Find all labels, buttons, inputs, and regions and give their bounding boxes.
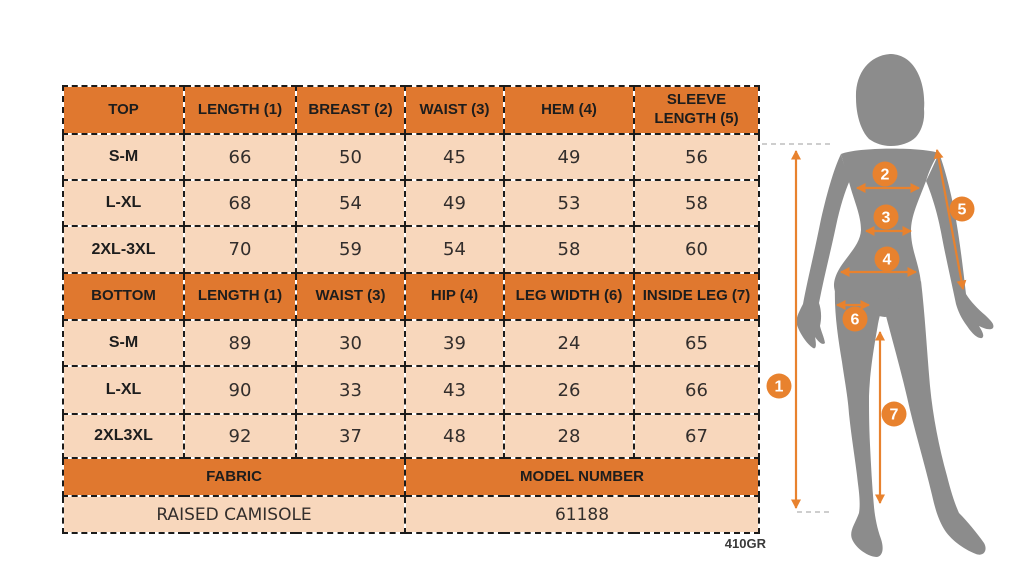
column-header-length: LENGTH (1) (184, 273, 296, 320)
measurement-cell: 28 (504, 414, 634, 458)
measurement-cell: 89 (184, 320, 296, 366)
measurement-cell: 59 (296, 226, 405, 273)
measurement-cell: 33 (296, 366, 405, 414)
measurement-cell: 60 (634, 226, 759, 273)
silhouette-head (856, 54, 924, 146)
badge-5-number: 5 (957, 201, 967, 219)
measurement-cell: 24 (504, 320, 634, 366)
measurement-cell: 39 (405, 320, 504, 366)
measurement-cell: 26 (504, 366, 634, 414)
style-code-label: 410GR (724, 536, 766, 551)
measurement-cell: 50 (296, 134, 405, 180)
measurement-cell: 45 (405, 134, 504, 180)
column-header-top: TOP (63, 86, 184, 134)
column-header-sleeve-length: SLEEVE LENGTH (5) (634, 86, 759, 134)
column-header-breast: BREAST (2) (296, 86, 405, 134)
badge-4-number: 4 (882, 251, 892, 269)
measurement-cell: 58 (504, 226, 634, 273)
measurement-cell: 54 (296, 180, 405, 226)
measurement-cell: 30 (296, 320, 405, 366)
measurement-cell: 67 (634, 414, 759, 458)
measurement-cell: 37 (296, 414, 405, 458)
size-label-cell: 2XL3XL (63, 414, 184, 458)
measurement-cell: 58 (634, 180, 759, 226)
fabric-value-cell: RAISED CAMISOLE (63, 496, 405, 533)
badge-2-number: 2 (880, 166, 890, 184)
size-label-cell: S-M (63, 134, 184, 180)
column-header-bottom: BOTTOM (63, 273, 184, 320)
measurement-cell: 49 (504, 134, 634, 180)
column-header-leg-width: LEG WIDTH (6) (504, 273, 634, 320)
size-label-cell: S-M (63, 320, 184, 366)
badge-7-number: 7 (889, 406, 899, 424)
measurement-cell: 56 (634, 134, 759, 180)
badge-6-number: 6 (850, 311, 860, 329)
measurement-cell: 90 (184, 366, 296, 414)
measurement-cell: 66 (634, 366, 759, 414)
column-header-inside-leg: INSIDE LEG (7) (634, 273, 759, 320)
model-number-value-cell: 61188 (405, 496, 759, 533)
measurement-cell: 48 (405, 414, 504, 458)
size-label-cell: 2XL-3XL (63, 226, 184, 273)
woman-silhouette (796, 54, 993, 557)
column-header-length: LENGTH (1) (184, 86, 296, 134)
measurement-cell: 70 (184, 226, 296, 273)
silhouette-right-arm (926, 153, 993, 338)
column-header-hip: HIP (4) (405, 273, 504, 320)
size-label-cell: L-XL (63, 180, 184, 226)
measurement-cell: 49 (405, 180, 504, 226)
column-header-waist: WAIST (3) (296, 273, 405, 320)
fabric-header-cell: FABRIC (63, 458, 405, 496)
measurement-cell: 68 (184, 180, 296, 226)
measurement-cell: 43 (405, 366, 504, 414)
measurement-cell: 53 (504, 180, 634, 226)
size-label-cell: L-XL (63, 366, 184, 414)
measurement-cell: 65 (634, 320, 759, 366)
measurement-cell: 92 (184, 414, 296, 458)
model-number-header-cell: MODEL NUMBER (405, 458, 759, 496)
badge-3-number: 3 (881, 209, 891, 227)
measure-length (767, 151, 797, 508)
badge-1-number: 1 (774, 378, 784, 396)
measurement-cell: 66 (184, 134, 296, 180)
measurement-cell: 54 (405, 226, 504, 273)
column-header-waist: WAIST (3) (405, 86, 504, 134)
column-header-hem: HEM (4) (504, 86, 634, 134)
